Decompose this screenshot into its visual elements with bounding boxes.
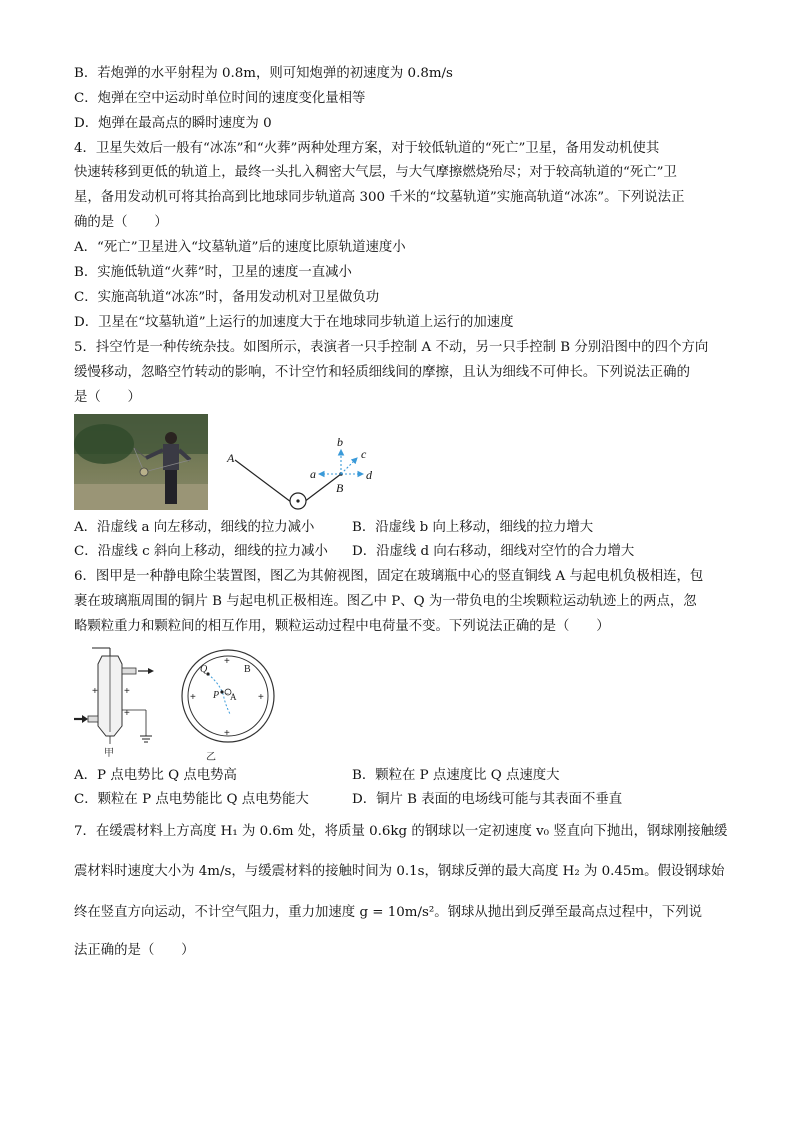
- q4-stem-line-3: 星，备用发动机可将其抬高到比地球同步轨道高 300 千米的“坟墓轨道”实施高轨道“冰冻”。下列说法正: [74, 190, 685, 205]
- svg-text:+: +: [124, 686, 130, 697]
- q4-stem-line-4: 确的是（ ）: [74, 215, 168, 230]
- svg-text:+: +: [224, 656, 230, 667]
- diabolo-performer-photo: [74, 414, 208, 510]
- q6-option-b: B．颗粒在 P 点速度比 Q 点速度大: [352, 768, 560, 783]
- q4-option-b: B．实施低轨道“火葬”时，卫星的速度一直减小: [74, 265, 352, 280]
- q6-option-a: A．P 点电势比 Q 点电势高: [74, 768, 237, 783]
- q5-stem-line-1: 5．抖空竹是一种传统杂技。如图所示，表演者一只手控制 A 不动，另一只手控制 B 分别沿图中的四个方向: [74, 340, 709, 355]
- label-A-center: A: [230, 692, 237, 702]
- q5-stem-line-2: 缓慢移动，忽略空竹转动的影响，不计空竹和轻质细线间的摩擦，且认为细线不可伸长。下列说法正确的: [74, 365, 690, 380]
- diabolo-force-diagram: [218, 432, 388, 514]
- svg-text:+: +: [190, 692, 196, 703]
- label-B: B: [336, 481, 344, 495]
- label-d: d: [366, 468, 372, 482]
- jia-svg: [72, 640, 172, 758]
- q6-option-d: D．铜片 B 表面的电场线可能与其表面不垂直: [352, 792, 623, 807]
- q5-option-a: A．沿虚线 a 向左移动，细线的拉力减小: [74, 520, 315, 535]
- label-jia: 甲: [104, 748, 114, 758]
- label-Q: Q: [200, 664, 208, 675]
- q4-option-c: C．实施高轨道“冰冻”时，备用发动机对卫星做负功: [74, 290, 380, 305]
- q3-option-d: D．炮弹在最高点的瞬时速度为 0: [74, 116, 272, 131]
- q6-stem-line-2: 裹在玻璃瓶周围的铜片 B 与起电机正极相连。图乙中 P、Q 为一带负电的尘埃颗粒运动轨迹上的两点，忽: [74, 594, 697, 609]
- q4-option-a: A．“死亡”卫星进入“坟墓轨道”后的速度比原轨道速度小: [74, 240, 406, 255]
- q6-stem-line-3: 略颗粒重力和颗粒间的相互作用，颗粒运动过程中电荷量不变。下列说法正确的是（ ）: [74, 619, 610, 634]
- q5-option-b: B．沿虚线 b 向上移动，细线的拉力增大: [352, 520, 594, 535]
- svg-text:+: +: [258, 692, 264, 703]
- label-yi: 乙: [206, 752, 216, 763]
- direction-c-arrow: [341, 458, 357, 474]
- string-left: [235, 460, 291, 502]
- label-a: a: [310, 467, 316, 481]
- diabolo-diagram-svg: [218, 432, 388, 514]
- q4-option-d: D．卫星在“坟墓轨道”上运行的加速度大于在地球同步轨道上运行的加速度: [74, 315, 514, 330]
- label-c: c: [361, 447, 367, 461]
- svg-text:+: +: [224, 728, 230, 739]
- svg-text:+: +: [92, 686, 98, 697]
- dust-collector-figure-jia: [72, 640, 172, 758]
- label-A: A: [227, 451, 235, 465]
- q7-stem-line-3: 终在竖直方向运动，不计空气阻力，重力加速度 g = 10m/s²。钢球从抛出到反弹至最高点过程中，下列说: [74, 905, 703, 920]
- q3-option-c: C．炮弹在空中运动时单位时间的速度变化量相等: [74, 91, 366, 106]
- yi-svg: [178, 646, 278, 764]
- q7-stem-line-1: 7．在缓震材料上方高度 H₁ 为 0.6m 处，将质量 0.6kg 的钢球以一定初速度 v₀ 竖直向下抛出，钢球刚接触缓: [74, 824, 728, 839]
- svg-text:+: +: [124, 708, 130, 719]
- q5-stem-line-3: 是（ ）: [74, 390, 141, 405]
- q6-stem-line-1: 6．图甲是一种静电除尘装置图，图乙为其俯视图，固定在玻璃瓶中心的竖直铜线 A 与起电机负极相连，包: [74, 569, 704, 584]
- label-B-plate: B: [244, 664, 251, 675]
- label-P: P: [213, 690, 220, 701]
- svg-text:−: −: [226, 691, 229, 697]
- label-b: b: [337, 435, 343, 449]
- q7-stem-line-4: 法正确的是（ ）: [74, 943, 195, 958]
- q5-option-c: C．沿虚线 c 斜向上移动，细线的拉力减小: [74, 544, 328, 559]
- diabolo-photo-svg: [74, 414, 208, 510]
- q5-option-d: D．沿虚线 d 向右移动，细线对空竹的合力增大: [352, 544, 635, 559]
- q4-stem-line-2: 快速转移到更低的轨道上，最终一头扎入稠密大气层，与大气摩擦燃烧殆尽；对于较高轨道的“死亡”卫: [74, 165, 677, 180]
- q7-stem-line-2: 震材料时速度大小为 4m/s，与缓震材料的接触时间为 0.1s，钢球反弹的最大高度 H₂ 为 0.45m。假设钢球始: [74, 864, 725, 879]
- q6-option-c: C．颗粒在 P 点电势能比 Q 点电势能大: [74, 792, 309, 807]
- q4-stem-line-1: 4．卫星失效后一般有“冰冻”和“火葬”两种处理方案，对于较低轨道的“死亡”卫星，备用发动机使其: [74, 141, 660, 156]
- point-p: [220, 690, 223, 693]
- q3-option-b: B．若炮弹的水平射程为 0.8m，则可知炮弹的初速度为 0.8m/s: [74, 66, 453, 81]
- dust-collector-figure-yi: [178, 646, 278, 764]
